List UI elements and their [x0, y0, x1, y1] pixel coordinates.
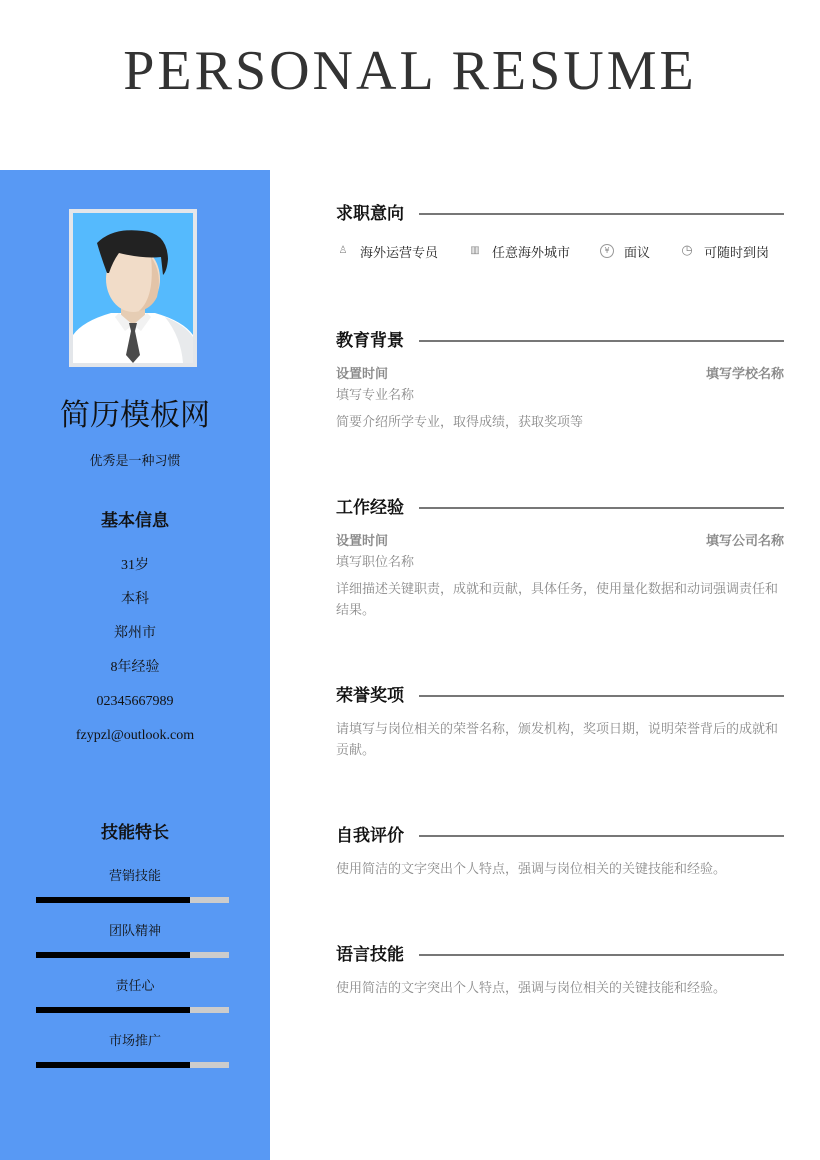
info-education: 本科	[121, 592, 149, 607]
info-phone: 02345667989	[96, 694, 174, 709]
section-title: 求职意向	[336, 204, 404, 224]
self-eval-description: 使用简洁的文字突出个人特点，强调与岗位相关的关键技能和经验。	[336, 862, 727, 877]
work-time: 设置时间	[336, 534, 389, 549]
city-icon: ▥	[470, 245, 480, 256]
candidate-name: 简历模板网	[60, 398, 210, 433]
divider-line	[419, 835, 784, 837]
section-title: 教育背景	[336, 331, 404, 351]
honors-description: 请填写与岗位相关的荣誉名称，颁发机构，奖项日期，说明荣誉背后的成就和贡献。	[336, 722, 779, 758]
avatar	[73, 213, 193, 363]
skills-heading: 技能特长	[101, 823, 169, 843]
sidebar	[0, 170, 270, 1160]
section-title: 工作经验	[336, 498, 404, 518]
info-city: 郑州市	[114, 626, 156, 641]
intent-availability	[680, 242, 769, 261]
section-header	[336, 495, 784, 521]
language-description: 使用简洁的文字突出个人特点，强调与岗位相关的关键技能和经验。	[336, 981, 727, 996]
education-meta	[336, 365, 784, 385]
section-header	[336, 942, 784, 968]
skill-progress-fill	[36, 1007, 190, 1013]
section-title: 荣誉奖项	[336, 686, 404, 706]
divider-line	[419, 695, 784, 697]
education-major: 填写专业名称	[336, 388, 415, 403]
info-age: 31岁	[121, 558, 149, 573]
section-header	[336, 328, 784, 354]
section-header	[336, 201, 784, 227]
section-header	[336, 683, 784, 709]
education-school: 填写学校名称	[705, 367, 784, 382]
clock-icon: ◷	[681, 243, 693, 258]
intent-city	[468, 242, 570, 261]
intent-label: 任意海外城市	[492, 245, 571, 261]
info-experience: 8年经验	[110, 660, 160, 675]
intent-label: 海外运营专员	[360, 245, 439, 261]
basic-info-heading: 基本信息	[101, 511, 169, 531]
info-email: fzypzl@outlook.com	[75, 728, 195, 743]
section-title: 语言技能	[336, 945, 404, 965]
intent-label: 面议	[624, 245, 651, 261]
divider-line	[419, 954, 784, 956]
divider-line	[419, 213, 784, 215]
education-time: 设置时间	[336, 367, 389, 382]
yen-icon: ¥	[600, 244, 614, 258]
motto: 优秀是一种习惯	[89, 454, 181, 469]
skill-progress-bar	[36, 1007, 229, 1013]
section-title: 自我评价	[336, 826, 404, 846]
page-title: PERSONAL RESUME	[123, 40, 697, 102]
intent-position	[336, 242, 438, 261]
work-position: 填写职位名称	[336, 555, 415, 570]
skill-label: 市场推广	[108, 1034, 161, 1049]
job-intent-row	[336, 241, 796, 261]
skill-progress-bar	[36, 1062, 229, 1068]
education-description: 简要介绍所学专业，取得成绩，获取奖项等	[336, 415, 584, 430]
skill-label: 责任心	[115, 979, 155, 994]
section-header	[336, 823, 784, 849]
divider-line	[419, 507, 784, 509]
skill-progress-bar	[36, 897, 229, 903]
skill-progress-fill	[36, 897, 190, 903]
intent-salary	[600, 242, 650, 261]
tie-icon: ♙	[338, 245, 348, 256]
intent-label: 可随时到岗	[704, 245, 770, 261]
work-meta	[336, 532, 784, 552]
profile-photo-frame	[69, 209, 197, 367]
person-avatar-icon	[73, 213, 193, 363]
skill-progress-fill	[36, 1062, 190, 1068]
skill-progress-bar	[36, 952, 229, 958]
divider-line	[419, 340, 784, 342]
skill-progress-fill	[36, 952, 190, 958]
skill-label: 营销技能	[108, 869, 161, 884]
skill-label: 团队精神	[108, 924, 161, 939]
work-company: 填写公司名称	[705, 534, 784, 549]
work-description: 详细描述关键职责，成就和贡献，具体任务，使用量化数据和动词强调责任和结果。	[336, 582, 779, 618]
